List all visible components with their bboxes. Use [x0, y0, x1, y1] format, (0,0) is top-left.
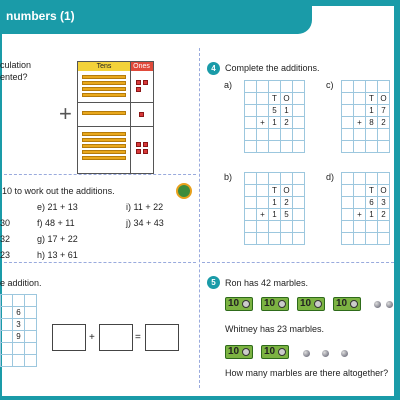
digit: 1 — [281, 105, 293, 117]
ten-stick — [333, 297, 361, 311]
digit: 2 — [281, 117, 293, 129]
header-rim — [312, 0, 400, 6]
ten-stick — [297, 297, 325, 311]
q3-intro: 10 to work out the additions. — [2, 186, 115, 196]
pv-row-line-1 — [78, 102, 153, 103]
tens-rod — [82, 93, 126, 97]
tens-rod — [82, 81, 126, 85]
grid-digit: 9 — [13, 331, 25, 343]
plus-op: + — [257, 209, 269, 221]
q4a-label: a) — [224, 80, 233, 90]
marble-icon — [341, 350, 348, 357]
q5-line2: Whitney has 23 marbles. — [225, 324, 325, 334]
ones-header: Ones — [130, 62, 153, 71]
q4-text: Complete the additions. — [225, 63, 320, 73]
answer-cell[interactable] — [281, 129, 293, 141]
digit: 1 — [269, 209, 281, 221]
page-title: numbers (1) — [6, 9, 75, 23]
q4a-grid — [244, 80, 305, 153]
ten-coin-icon — [278, 348, 286, 356]
q3-left-1: 30 — [0, 218, 11, 228]
q1-text-1: culation — [0, 60, 32, 70]
tens-col-head: T — [269, 185, 281, 197]
q3-j: j) 34 + 43 — [126, 218, 164, 228]
marble-icon — [322, 350, 329, 357]
q4c-grid — [341, 80, 390, 153]
ones-cube — [139, 112, 144, 117]
partial-grid — [0, 294, 37, 367]
answer-box-3[interactable] — [145, 324, 179, 351]
ones-cube — [136, 142, 141, 147]
ones-col-head: O — [281, 93, 293, 105]
digit: 8 — [366, 117, 378, 129]
tens-col-head: T — [366, 93, 378, 105]
question-number-4: 4 — [207, 62, 220, 75]
marble-icon — [374, 301, 381, 308]
tens-rod — [82, 150, 126, 154]
ten-coin-icon — [278, 300, 286, 308]
teacher-badge-icon — [176, 183, 192, 199]
pv-row-line-2 — [78, 126, 153, 127]
answer-cell[interactable] — [378, 221, 390, 233]
ones-col-head: O — [281, 185, 293, 197]
equals-symbol: = — [135, 332, 141, 343]
ones-cube — [143, 80, 148, 85]
ten-label: 10 — [264, 346, 276, 357]
q5-line3: How many marbles are there altogether? — [225, 368, 389, 378]
digit: 5 — [269, 105, 281, 117]
marble-icon — [386, 301, 393, 308]
tens-col-head: T — [366, 185, 378, 197]
header — [0, 0, 400, 38]
place-value-chart — [77, 61, 154, 174]
digit: 1 — [366, 105, 378, 117]
ten-label: 10 — [264, 298, 276, 309]
answer-cell[interactable] — [281, 221, 293, 233]
ones-cube — [136, 87, 141, 92]
tens-col-head: T — [269, 93, 281, 105]
column-divider — [199, 48, 200, 388]
section-divider-left-top — [4, 174, 196, 175]
digit: 3 — [378, 197, 390, 209]
plus-op: + — [354, 209, 366, 221]
answer-cell[interactable] — [378, 129, 390, 141]
ones-cube — [143, 149, 148, 154]
plus-op: + — [257, 117, 269, 129]
ten-coin-icon — [242, 300, 250, 308]
section-divider-left — [4, 262, 196, 263]
q3-left-3: 23 — [0, 250, 11, 260]
digit: 6 — [366, 197, 378, 209]
ten-stick — [225, 297, 253, 311]
q4d-grid — [341, 172, 390, 245]
ones-col-head: O — [378, 93, 390, 105]
tens-rod — [82, 144, 126, 148]
digit: 2 — [378, 209, 390, 221]
tens-rod — [82, 156, 126, 160]
q-add-text: e addition. — [0, 278, 42, 288]
plus-symbol: + — [89, 332, 95, 343]
grid-digit: 6 — [13, 307, 25, 319]
ten-coin-icon — [242, 348, 250, 356]
digit: 1 — [269, 197, 281, 209]
grid-digit: 3 — [13, 319, 25, 331]
tens-rod — [82, 111, 126, 115]
ten-stick — [261, 345, 289, 359]
answer-cell[interactable] — [269, 221, 281, 233]
digit: 7 — [378, 105, 390, 117]
q3-h: h) 13 + 61 — [37, 250, 78, 260]
marble-icon — [303, 350, 310, 357]
ones-col-head: O — [378, 185, 390, 197]
q4d-label: d) — [326, 172, 335, 182]
frame-right — [394, 0, 400, 400]
q4b-grid — [244, 172, 305, 245]
digit: 2 — [281, 197, 293, 209]
tens-rod — [82, 87, 126, 91]
ten-coin-icon — [350, 300, 358, 308]
tens-header: Tens — [78, 62, 130, 71]
ten-label: 10 — [336, 298, 348, 309]
pv-column-line — [130, 62, 131, 173]
ten-label: 10 — [228, 346, 240, 357]
question-number-5: 5 — [207, 276, 220, 289]
digit: 1 — [366, 209, 378, 221]
answer-cell[interactable] — [366, 129, 378, 141]
q3-left-2: 32 — [0, 234, 11, 244]
digit: 1 — [269, 117, 281, 129]
q4b-label: b) — [224, 172, 233, 182]
answer-box-1[interactable] — [52, 324, 86, 351]
header-bar — [0, 0, 312, 34]
digit: 2 — [378, 117, 390, 129]
ten-stick — [225, 345, 253, 359]
ten-label: 10 — [228, 298, 240, 309]
plus-op: + — [354, 117, 366, 129]
q3-g: g) 17 + 22 — [37, 234, 78, 244]
digit: 5 — [281, 209, 293, 221]
ones-cube — [136, 80, 141, 85]
plus-sign: + — [59, 101, 72, 126]
q3-i: i) 11 + 22 — [126, 202, 164, 212]
answer-cell[interactable] — [366, 221, 378, 233]
ones-cube — [136, 149, 141, 154]
section-divider-right — [202, 262, 394, 263]
ten-stick — [261, 297, 289, 311]
tens-rod — [82, 75, 126, 79]
q3-f: f) 48 + 11 — [37, 218, 75, 228]
q5-line1: Ron has 42 marbles. — [225, 278, 309, 288]
tens-rod — [82, 132, 126, 136]
frame-bottom — [0, 396, 400, 400]
answer-box-2[interactable] — [99, 324, 133, 351]
ones-cube — [143, 142, 148, 147]
ten-label: 10 — [300, 298, 312, 309]
answer-cell[interactable] — [269, 129, 281, 141]
ten-coin-icon — [314, 300, 322, 308]
tens-rod — [82, 138, 126, 142]
q3-e: e) 21 + 13 — [37, 202, 78, 212]
q1-text-2: ented? — [0, 72, 28, 82]
q4c-label: c) — [326, 80, 334, 90]
